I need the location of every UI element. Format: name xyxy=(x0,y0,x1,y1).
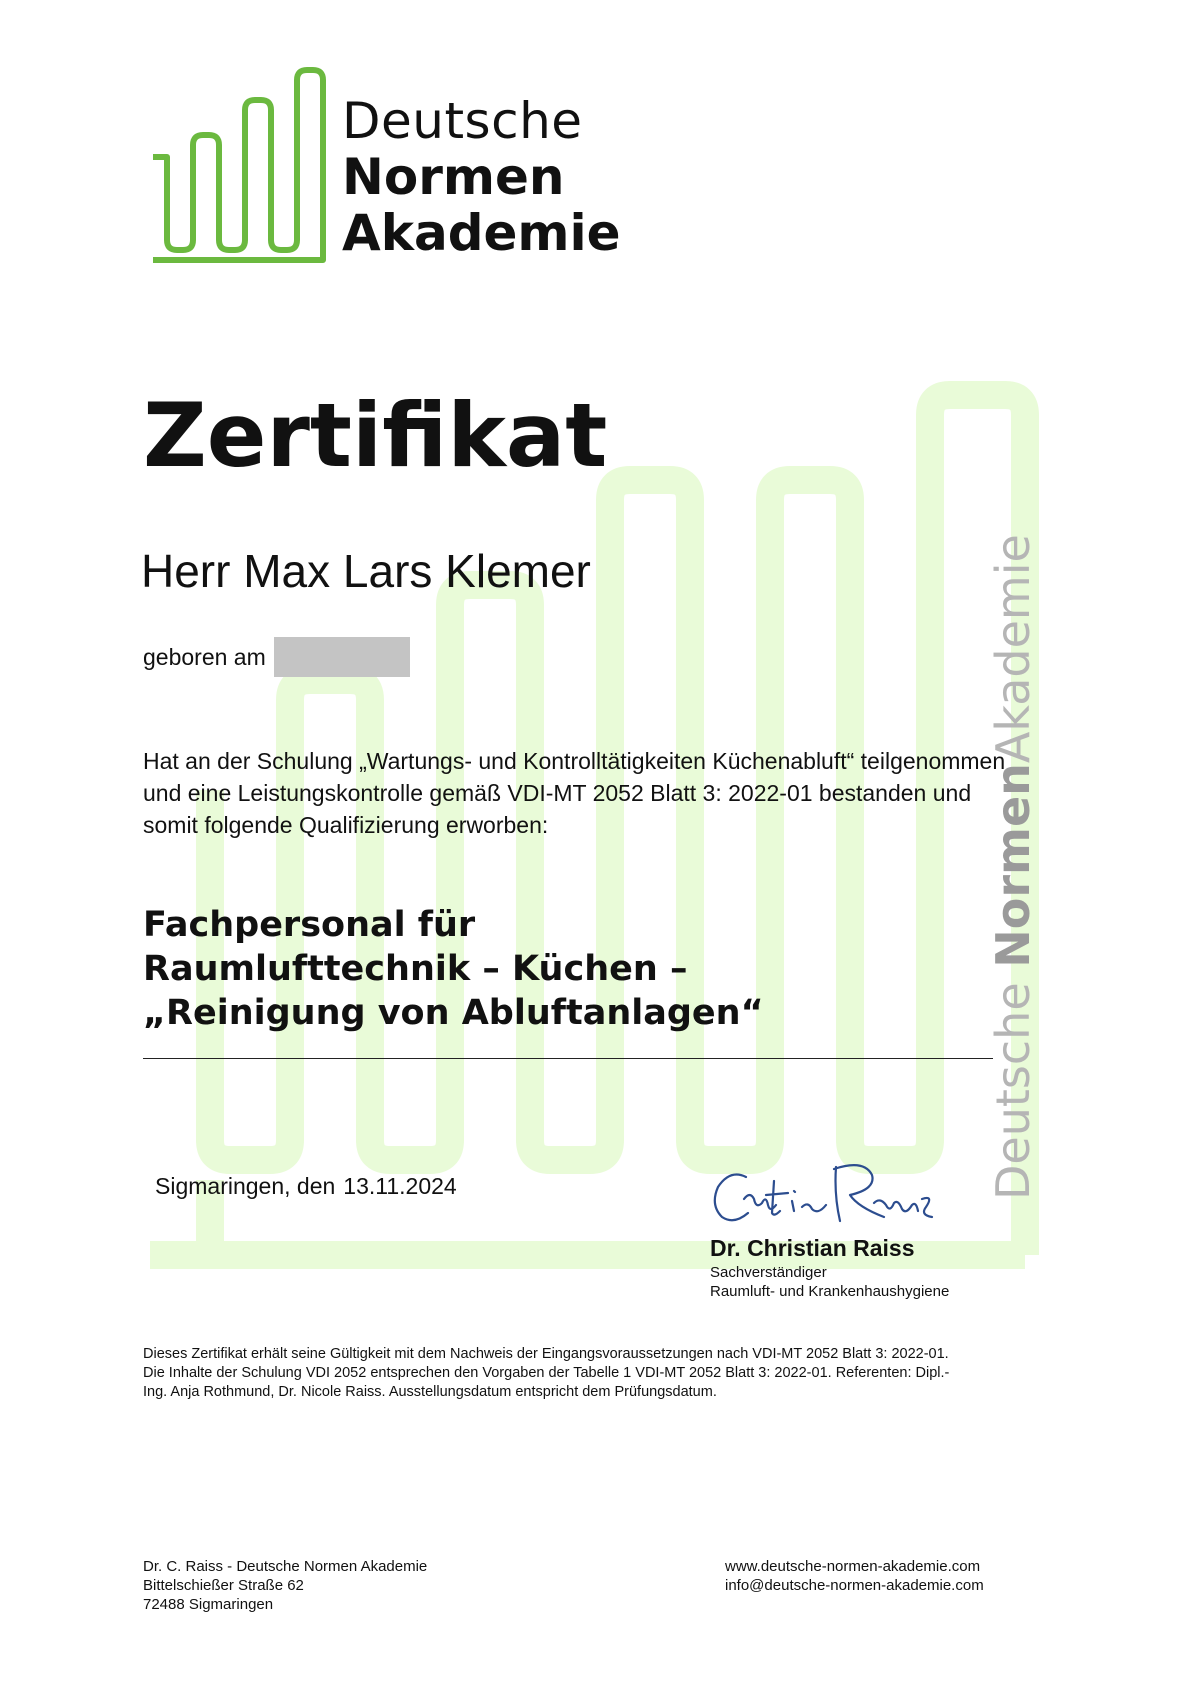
website-link[interactable]: www.deutsche-normen-akademie.com xyxy=(725,1558,981,1575)
signature-stroke xyxy=(715,1175,826,1221)
certificate-body xyxy=(143,745,1073,841)
birth-date-label: geboren am xyxy=(143,644,266,670)
footnote-line: Die Inhalte der Schulung VDI 2052 entsprechen den Vorgaben der Tabelle 1 VDI-MT 2052 Blatt 3: 2022-01. Referenten: Dipl.- xyxy=(143,1365,950,1381)
side-watermark-part1: Deutsche xyxy=(986,967,1040,1200)
handwritten-signature xyxy=(708,1155,948,1235)
body-line: und eine Leistungskontrolle gemäß VDI-MT 2052 Blatt 3: 2022-01 bestanden und xyxy=(143,780,972,806)
body-line: somit folgende Qualifizierung erworben: xyxy=(143,812,549,838)
logo-meander-path xyxy=(153,70,323,260)
qualification-line: „Reinigung von Abluftanlagen“ xyxy=(143,993,764,1033)
place-and-date xyxy=(155,1175,457,1198)
footnote-line: Ing. Anja Rothmund, Dr. Nicole Raiss. Ausstellungsdatum entspricht dem Prüfungsdatum. xyxy=(143,1384,717,1400)
footer-contact xyxy=(725,1557,984,1595)
footnote-line: Dieses Zertifikat erhält seine Gültigkeit mit dem Nachweis der Eingangsvoraussetzungen nach VDI-MT 2052 Blatt 3: 2022-01. xyxy=(143,1346,949,1362)
signer-name: Dr. Christian Raiss xyxy=(710,1235,915,1261)
email-link[interactable]: info@deutsche-normen-akademie.com xyxy=(725,1577,984,1594)
address-line: 72488 Sigmaringen xyxy=(143,1596,274,1613)
certificate-title: Zertifikat xyxy=(143,384,608,487)
recipient-name: Herr Max Lars Klemer xyxy=(141,545,591,597)
address-line: Bittelschießer Straße 62 xyxy=(143,1577,304,1594)
validity-footnote xyxy=(143,1345,1068,1402)
birth-date-redaction xyxy=(274,637,410,677)
issue-date: 13.11.2024 xyxy=(343,1173,457,1199)
place-label: Sigmaringen, den xyxy=(155,1173,336,1199)
side-watermark-text xyxy=(986,534,1040,1200)
signature-stroke xyxy=(834,1165,932,1221)
logo-text-akademie: Akademie xyxy=(342,204,621,262)
qualification-underline xyxy=(143,1058,993,1059)
logo-text-deutsche: Deutsche xyxy=(342,92,583,150)
signer-role: Sachverständiger xyxy=(710,1264,827,1281)
footer-address xyxy=(143,1557,427,1614)
qualification-line: Fachpersonal für xyxy=(143,905,476,945)
body-line: Hat an der Schulung „Wartungs- und Kontrolltätigkeiten Küchenabluft“ teilgenommen xyxy=(143,748,1006,774)
qualification-line: Raumlufttechnik – Küchen – xyxy=(143,949,688,989)
address-line: Dr. C. Raiss - Deutsche Normen Akademie xyxy=(143,1558,428,1575)
side-watermark-part2: Normen xyxy=(986,763,1040,968)
signer-role: Raumluft- und Krankenhaushygiene xyxy=(710,1283,950,1300)
side-watermark-part3: Akademie xyxy=(986,534,1040,764)
logo-meander-icon xyxy=(150,60,350,270)
qualification-title xyxy=(143,903,764,1035)
logo-text-normen: Normen xyxy=(342,148,565,206)
